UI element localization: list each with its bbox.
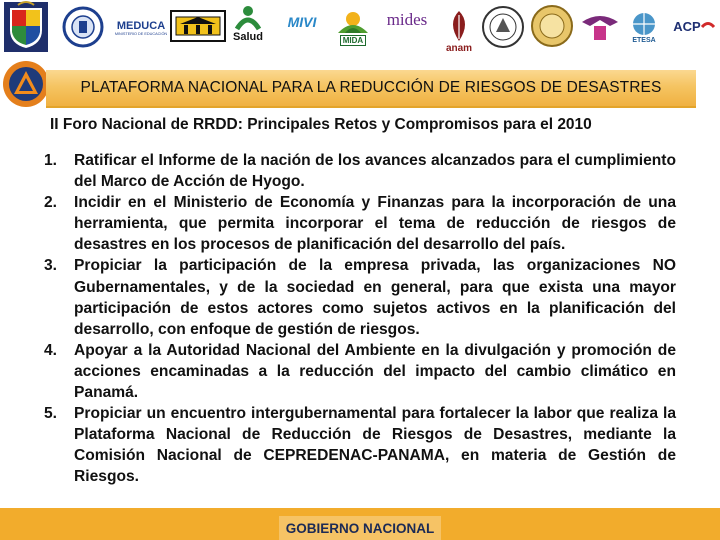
etesa-logo [624, 6, 664, 48]
salud-logo [226, 2, 270, 46]
eagle-icon [580, 8, 620, 44]
anam-logo [440, 4, 478, 58]
list-item-number: 3. [44, 257, 58, 275]
eagle-logo [580, 8, 620, 44]
list-item-text: Propiciar la participación de la empresa privada, las organizaciones NO Gubernamentales, y de la sociedad en general, para que exista una mayor participación de estos actores como sujetos activos en la planificación del desarrollo, con enfoque de gestión de riesgos. [74, 257, 676, 338]
commitments-list [44, 150, 676, 488]
building-icon [170, 10, 226, 42]
mida-logo [332, 4, 374, 46]
gold-seal-logo [530, 4, 574, 48]
sinaproc-emblem [0, 54, 52, 110]
salud-logo-text: Salud [233, 31, 263, 43]
footer-label: GOBIERNO NACIONAL [279, 516, 441, 540]
footer-bar [0, 508, 720, 540]
anam-logo-text: anam [445, 42, 473, 54]
mivi-logo [276, 10, 328, 34]
mides-logo-text: mides [386, 10, 428, 29]
list-item-number: 5. [44, 405, 58, 423]
health-icon [233, 5, 263, 31]
mida-logo-text: MIDA [340, 35, 366, 46]
forum-subtitle: II Foro Nacional de RRDD: Principales Retos y Compromisos para el 2010 [50, 116, 592, 133]
circular-seal-logo [480, 4, 526, 50]
list-item-text: Propiciar un encuentro intergubernamental para fortalecer la labor que realiza la Plataforma Nacional de Reducción de Riesgos de Desastres, mediante la Comisión Nacional de CEPREDENAC-PANAMA, en materia de Gestión de Riesgos. [74, 405, 676, 486]
gold-seal-icon [530, 4, 574, 48]
meduca-logo-subtext: MINISTERIO DE EDUCACIÓN [114, 32, 168, 36]
leaf-icon [445, 9, 473, 43]
list-item [44, 340, 676, 403]
list-item-text: Incidir en el Ministerio de Economía y Finanzas para la incorporación de una herramienta, que permita incorporar el tema de reducción de riesgos de desastres en los procesos de planificación del desarrollo del país. [74, 194, 676, 254]
list-item-text: Ratificar el Informe de la nación de los avances alcanzados para el cumplimiento del Marco de Acción de Hyogo. [74, 152, 676, 191]
seal-icon [60, 6, 106, 48]
list-item [44, 150, 676, 192]
institution-logo-strip [0, 0, 720, 62]
meduca-logo [114, 14, 168, 42]
acp-logo-text: ACP [673, 18, 701, 34]
red-mark-icon [701, 19, 715, 33]
page-title: PLATAFORMA NACIONAL PARA LA REDUCCIÓN DE RIESGOS DE DESASTRES [80, 79, 662, 96]
sun-field-icon [336, 5, 370, 35]
acp-logo [668, 12, 720, 40]
globe-icon [626, 11, 662, 37]
mides-logo [374, 8, 440, 32]
list-item-number: 1. [44, 152, 58, 169]
meduca-logo-text: MEDUCA [116, 20, 166, 32]
list-item [44, 255, 676, 339]
list-item-number: 4. [44, 341, 58, 359]
list-item [44, 192, 676, 255]
list-item-number: 2. [44, 194, 58, 212]
circular-seal-icon [480, 4, 526, 50]
etesa-logo-text: ETESA [632, 36, 656, 44]
building-logo [170, 10, 226, 42]
institution-seal-logo [60, 6, 106, 48]
list-item-text: Apoyar a la Autoridad Nacional del Ambiente en la divulgación y promoción de acciones encaminadas a la reducción del impacto del cambio climático en Panamá. [74, 341, 676, 402]
list-item [44, 403, 676, 487]
title-banner [46, 70, 696, 108]
mivi-logo-text: MIVI [287, 14, 317, 30]
civil-protection-icon [0, 54, 52, 110]
